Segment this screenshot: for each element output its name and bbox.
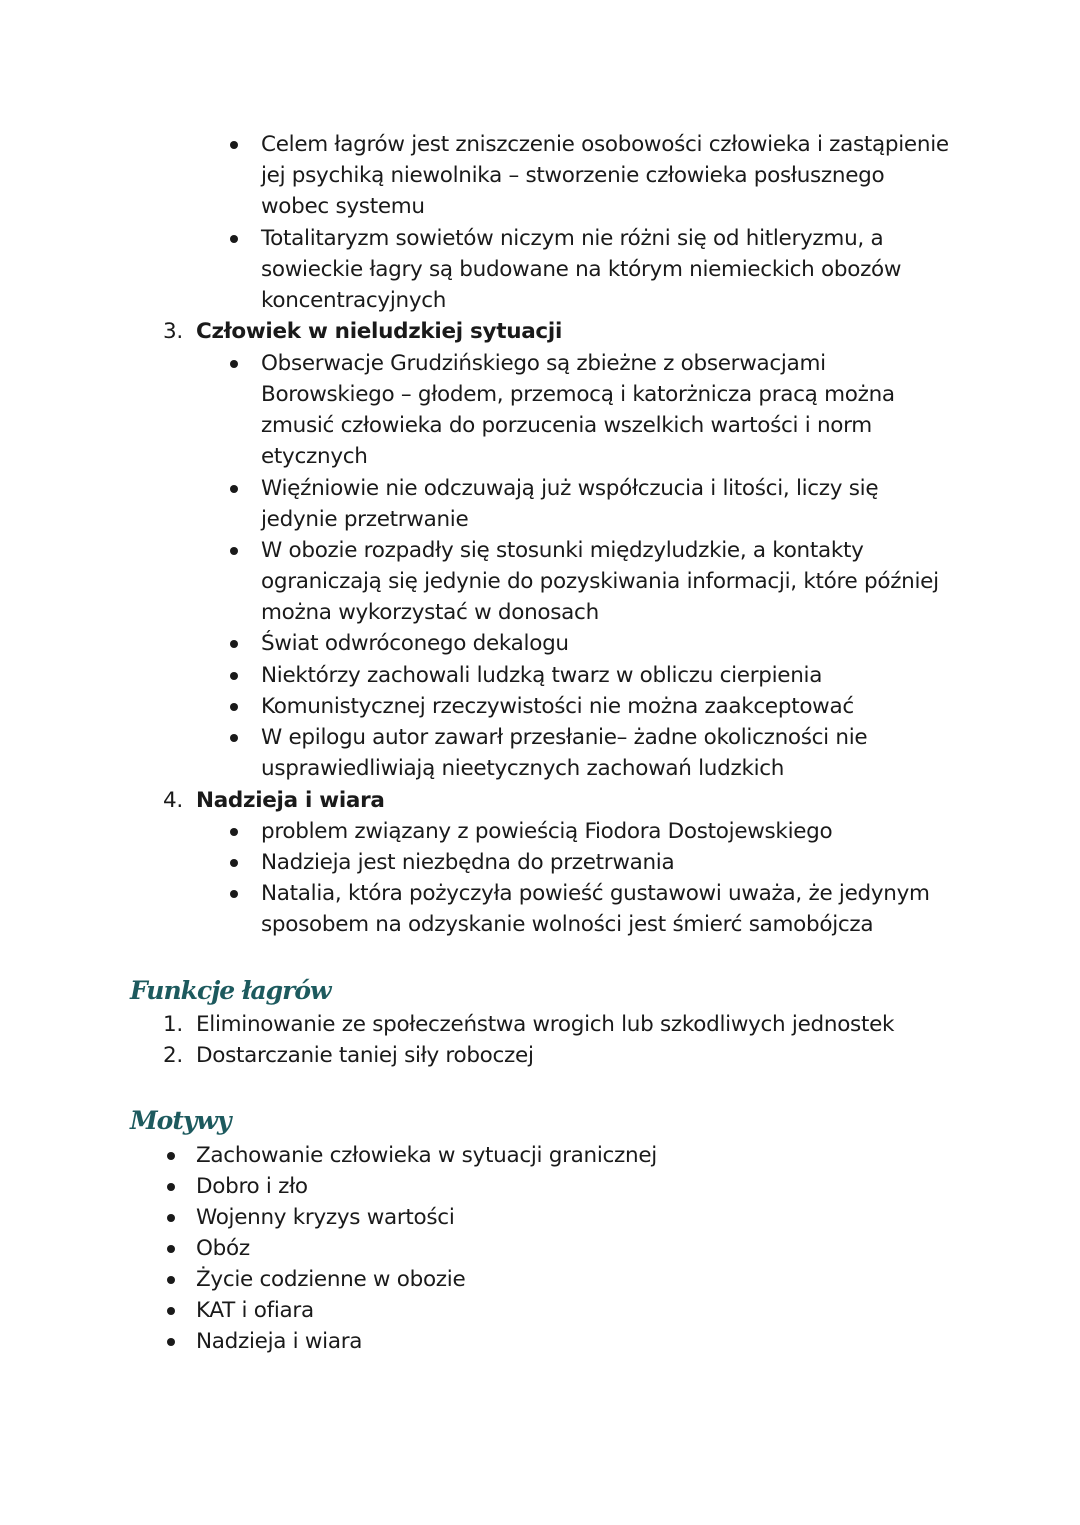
section-heading: Motywy <box>130 1106 231 1135</box>
list-item-line: Obserwacje Grudzińskiego są zbieżne z obserwacjami <box>261 351 826 376</box>
list-item: KAT i ofiara <box>196 1298 314 1323</box>
bullet-icon <box>230 859 238 867</box>
list-item-line: Świat odwróconego dekalogu <box>261 631 569 656</box>
bullet-icon <box>230 235 238 243</box>
section-number: 4. <box>163 788 183 813</box>
bullet-icon <box>167 1183 175 1191</box>
list-item-line: Totalitaryzm sowietów niczym nie różni się od hitleryzmu, a <box>261 226 884 251</box>
list-item: Nadzieja i wiara <box>196 1329 363 1354</box>
bullet-icon <box>230 703 238 711</box>
list-item: Dostarczanie taniej siły roboczej <box>196 1043 534 1068</box>
list-item-line: jedynie przetrwanie <box>261 507 469 532</box>
bullet-icon <box>230 485 238 493</box>
list-item: Życie codzienne w obozie <box>196 1267 466 1292</box>
section-number: 3. <box>163 319 183 344</box>
bullet-icon <box>167 1214 175 1222</box>
bullet-icon <box>167 1307 175 1315</box>
item-number: 1. <box>163 1012 183 1037</box>
list-item-line: Komunistycznej rzeczywistości nie można zaakceptować <box>261 694 854 719</box>
list-item-line: zmusić człowieka do porzucenia wszelkich wartości i norm <box>261 413 872 438</box>
list-item-line: W epilogu autor zawarł przesłanie– żadne okoliczności nie <box>261 725 868 750</box>
bullet-icon <box>230 141 238 149</box>
bullet-icon <box>230 734 238 742</box>
bullet-icon <box>230 547 238 555</box>
list-item-line: sowieckie łagry są budowane na którym niemieckich obozów <box>261 257 902 282</box>
list-item-line: sposobem na odzyskanie wolności jest śmierć samobójcza <box>261 912 874 937</box>
bullet-icon <box>167 1245 175 1253</box>
list-item-line: etycznych <box>261 444 368 469</box>
list-item-line: Więźniowie nie odczuwają już współczucia i litości, liczy się <box>261 476 879 501</box>
bullet-icon <box>167 1152 175 1160</box>
list-item-line: koncentracyjnych <box>261 288 447 313</box>
list-item-line: Niektórzy zachowali ludzką twarz w obliczu cierpienia <box>261 663 823 688</box>
list-item-line: wobec systemu <box>261 194 425 219</box>
list-item: Obóz <box>196 1236 250 1261</box>
bullet-icon <box>167 1338 175 1346</box>
list-item-line: W obozie rozpadły się stosunki międzyludzkie, a kontakty <box>261 538 864 563</box>
list-item: Eliminowanie ze społeczeństwa wrogich lub szkodliwych jednostek <box>196 1012 895 1037</box>
bullet-icon <box>230 828 238 836</box>
bullet-icon <box>230 672 238 680</box>
list-item-line: Celem łagrów jest zniszczenie osobowości człowieka i zastąpienie <box>261 132 949 157</box>
list-item: Dobro i zło <box>196 1174 308 1199</box>
list-item-line: Natalia, która pożyczyła powieść gustawowi uważa, że jedynym <box>261 881 930 906</box>
list-item-line: jej psychiką niewolnika – stworzenie człowieka posłusznego <box>261 163 885 188</box>
list-item-line: usprawiedliwiają nieetycznych zachowań ludzkich <box>261 756 785 781</box>
section-title: Nadzieja i wiara <box>196 788 385 813</box>
bullet-icon <box>167 1276 175 1284</box>
bullet-icon <box>230 640 238 648</box>
item-number: 2. <box>163 1043 183 1068</box>
list-item-line: ograniczają się jedynie do pozyskiwania informacji, które później <box>261 569 939 594</box>
bullet-icon <box>230 890 238 898</box>
list-item-line: Nadzieja jest niezbędna do przetrwania <box>261 850 675 875</box>
section-title: Człowiek w nieludzkiej sytuacji <box>196 319 563 344</box>
bullet-icon <box>230 360 238 368</box>
list-item-line: można wykorzystać w donosach <box>261 600 599 625</box>
list-item-line: Borowskiego – głodem, przemocą i katorżnicza pracą można <box>261 382 895 407</box>
list-item-line: problem związany z powieścią Fiodora Dostojewskiego <box>261 819 833 844</box>
list-item: Wojenny kryzys wartości <box>196 1205 455 1230</box>
list-item: Zachowanie człowieka w sytuacji granicznej <box>196 1143 657 1168</box>
section-heading: Funkcje łagrów <box>130 976 331 1005</box>
